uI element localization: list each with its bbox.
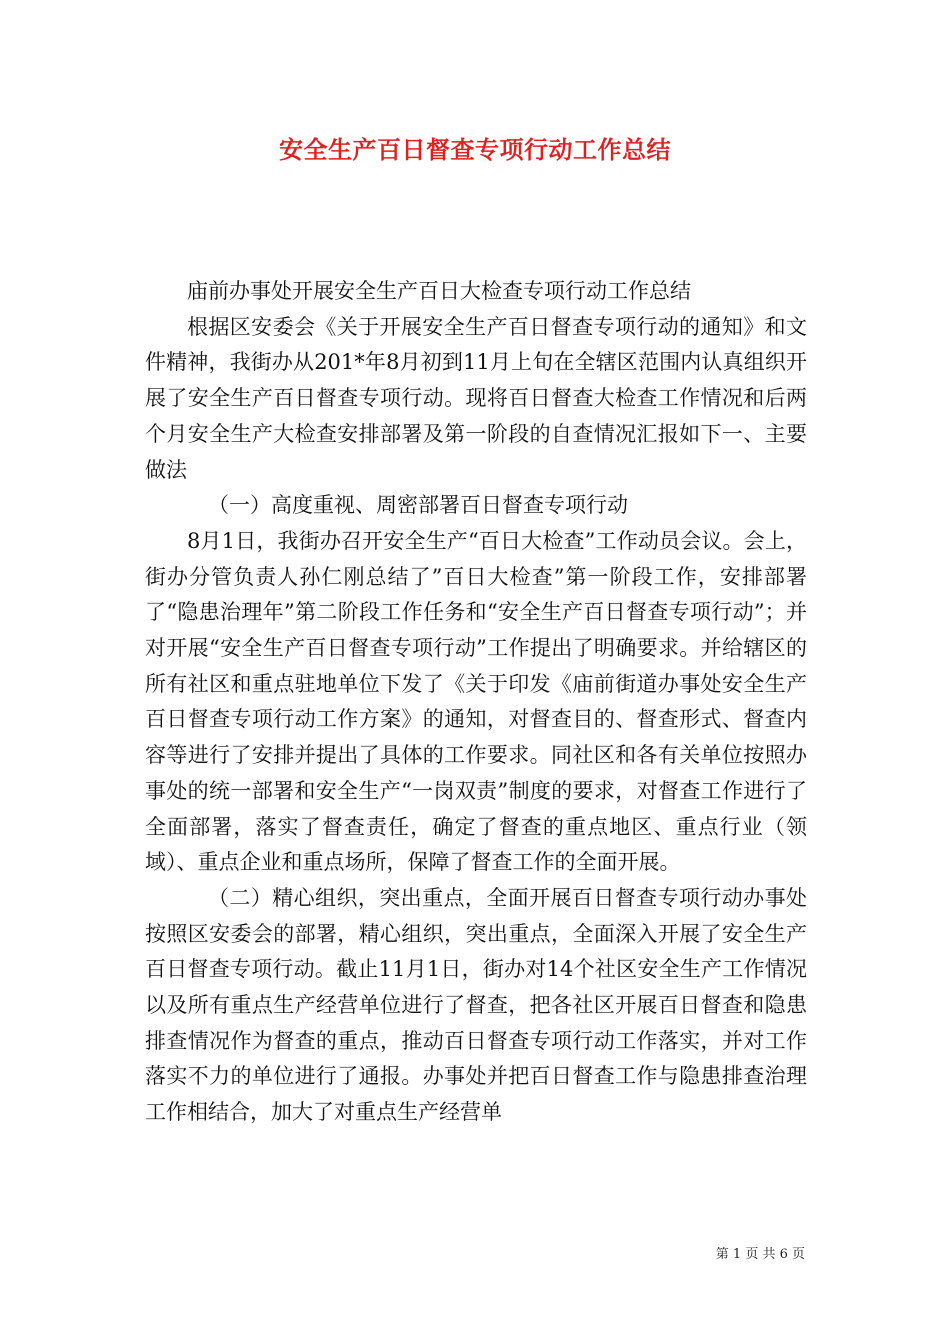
document-body [145, 274, 807, 1131]
document-title: 安全生产百日督查专项行动工作总结 [279, 135, 671, 164]
page-number: 第 1 页 共 6 页 [715, 1247, 805, 1262]
paragraph-section-1: 8月1日，我街办召开安全生产“百日大检查”工作动员会议。会上，街办分管负责人孙仁刚总结了”百日大检查”第一阶段工作，安排部署了“隐患治理年”第二阶段工作任务和“安全生产百日督查专项行动”；并对开展“安全生产百日督查专项行动”工作提出了明确要求。并给辖区的所有社区和重点驻地单位下发了《关于印发《庙前街道办事处安全生产百日督查专项行动工作方案》的通知，对督查目的、督查形式、督查内容等进行了安排并提出了具体的工作要求。同社区和各有关单位按照办事处的统一部署和安全生产“一岗双责”制度的要求，对督查工作进行了全面部署，落实了督查责任，确定了督查的重点地区、重点行业（领域）、重点企业和重点场所，保障了督查工作的全面开展。 [145, 528, 807, 875]
paragraph-intro: 根据区安委会《关于开展安全生产百日督查专项行动的通知》和文件精神，我街办从201*年8月初到11月上旬在全辖区范围内认真组织开展了安全生产百日督查专项行动。现将百日督查大检查工作情况和后两个月安全生产大检查安排部署及第一阶段的自查情况汇报如下一、主要做法 [145, 314, 807, 482]
paragraph-section-2: （二）精心组织，突出重点，全面开展百日督查专项行动办事处按照区安委会的部署，精心组织，突出重点，全面深入开展了安全生产百日督查专项行动。截止11月1日，街办对14个社区安全生产工作情况以及所有重点生产经营单位进行了督查，把各社区开展百日督查和隐患排查情况作为督查的重点，推动百日督查专项行动工作落实，并对工作落实不力的单位进行了通报。办事处并把百日督查工作与隐患排查治理工作相结合，加大了对重点生产经营单 [145, 885, 807, 1125]
paragraph-subtitle: 庙前办事处开展安全生产百日大检查专项行动工作总结 [187, 279, 691, 303]
section-heading-1: （一）高度重视、周密部署百日督查专项行动 [208, 493, 628, 518]
